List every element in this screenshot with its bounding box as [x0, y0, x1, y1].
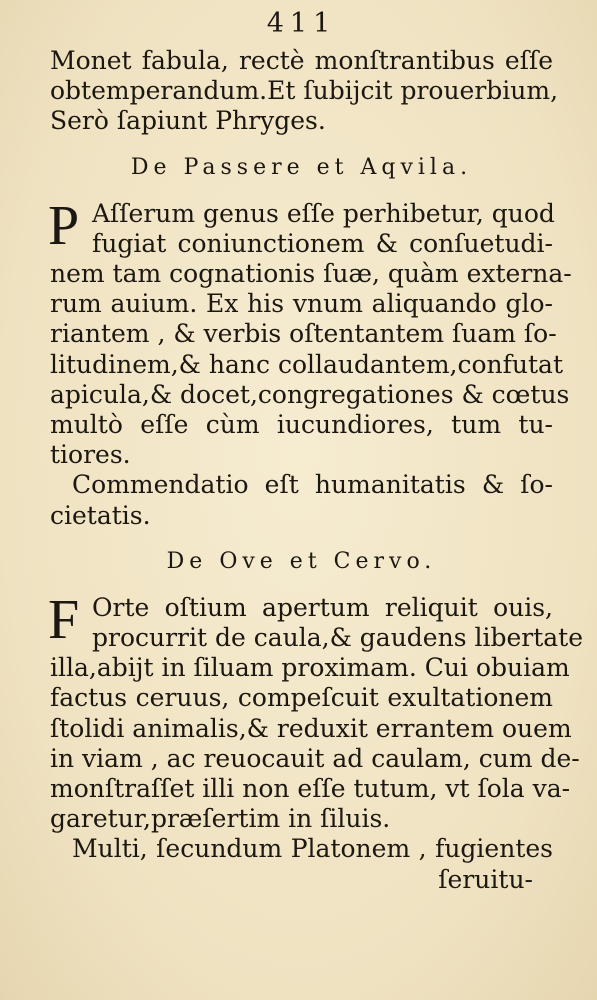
fable-passere — [48, 194, 572, 531]
text-line: nem tam cognationis ſuæ, quàm externa- — [50, 259, 572, 289]
text-line: monſtraſſet illi non eſſe tutum, vt ſola va- — [50, 774, 571, 804]
text-line: multò eſſe cùm iucundiores, tum tu- — [50, 410, 553, 440]
text-line: apicula,& docet,congregationes & cœtus — [50, 379, 570, 409]
text-line: riantem , & verbis oſtentantem ſuam ſo- — [50, 319, 557, 349]
page-number: 411 — [266, 8, 337, 39]
drop-capital: P — [48, 194, 80, 257]
text-line: Serò ſapiunt Phryges. — [50, 106, 326, 136]
text-line: litudinem,& hanc collaudantem,confutat — [50, 349, 564, 379]
text-line: procurrit de caula,& gaudens libertate — [92, 623, 584, 653]
text-line: Monet fabula, rectè monſtrantibus eſſe — [50, 46, 553, 75]
text-line: fugiat coniunctionem & conſuetudi- — [92, 228, 553, 258]
fable-heading-passere: De Passere et Aqvila. — [130, 154, 473, 180]
text-line: tiores. — [50, 440, 131, 470]
text-line: rum auium. Ex his vnum aliquando glo- — [50, 289, 553, 319]
text-line: Aſſerum genus eſſe perhibetur, quod — [92, 198, 555, 228]
text-line: factus ceruus, compeſcuit exultationem — [50, 683, 553, 713]
text-line: Orte oſtium apertum reliquit ouis, — [92, 592, 553, 622]
catchword: ſeruitu- — [438, 864, 533, 894]
fable-ove — [48, 588, 584, 865]
text-line: ſtolidi animalis,& reduxit errantem ouem — [50, 713, 572, 743]
text-line: in viam , ac reuocauit ad caulam, cum de- — [50, 743, 580, 773]
moral-line: Multi, ſecundum Platonem , fugientes — [72, 834, 553, 864]
moral-line: Commendatio eſt humanitatis & ſo- — [72, 470, 553, 500]
text-line: illa,abijt in ſiluam proximam. Cui obuiam — [50, 653, 570, 683]
top-paragraph — [50, 46, 559, 137]
moral-line: cietatis. — [50, 500, 151, 530]
fable-heading-ove: De Ove et Cervo. — [166, 548, 437, 574]
drop-capital: F — [48, 588, 80, 651]
text-line: obtemperandum.Et ſubijcit prouerbium, — [50, 76, 559, 106]
text-line: garetur,præſertim in ſiluis. — [50, 804, 391, 834]
